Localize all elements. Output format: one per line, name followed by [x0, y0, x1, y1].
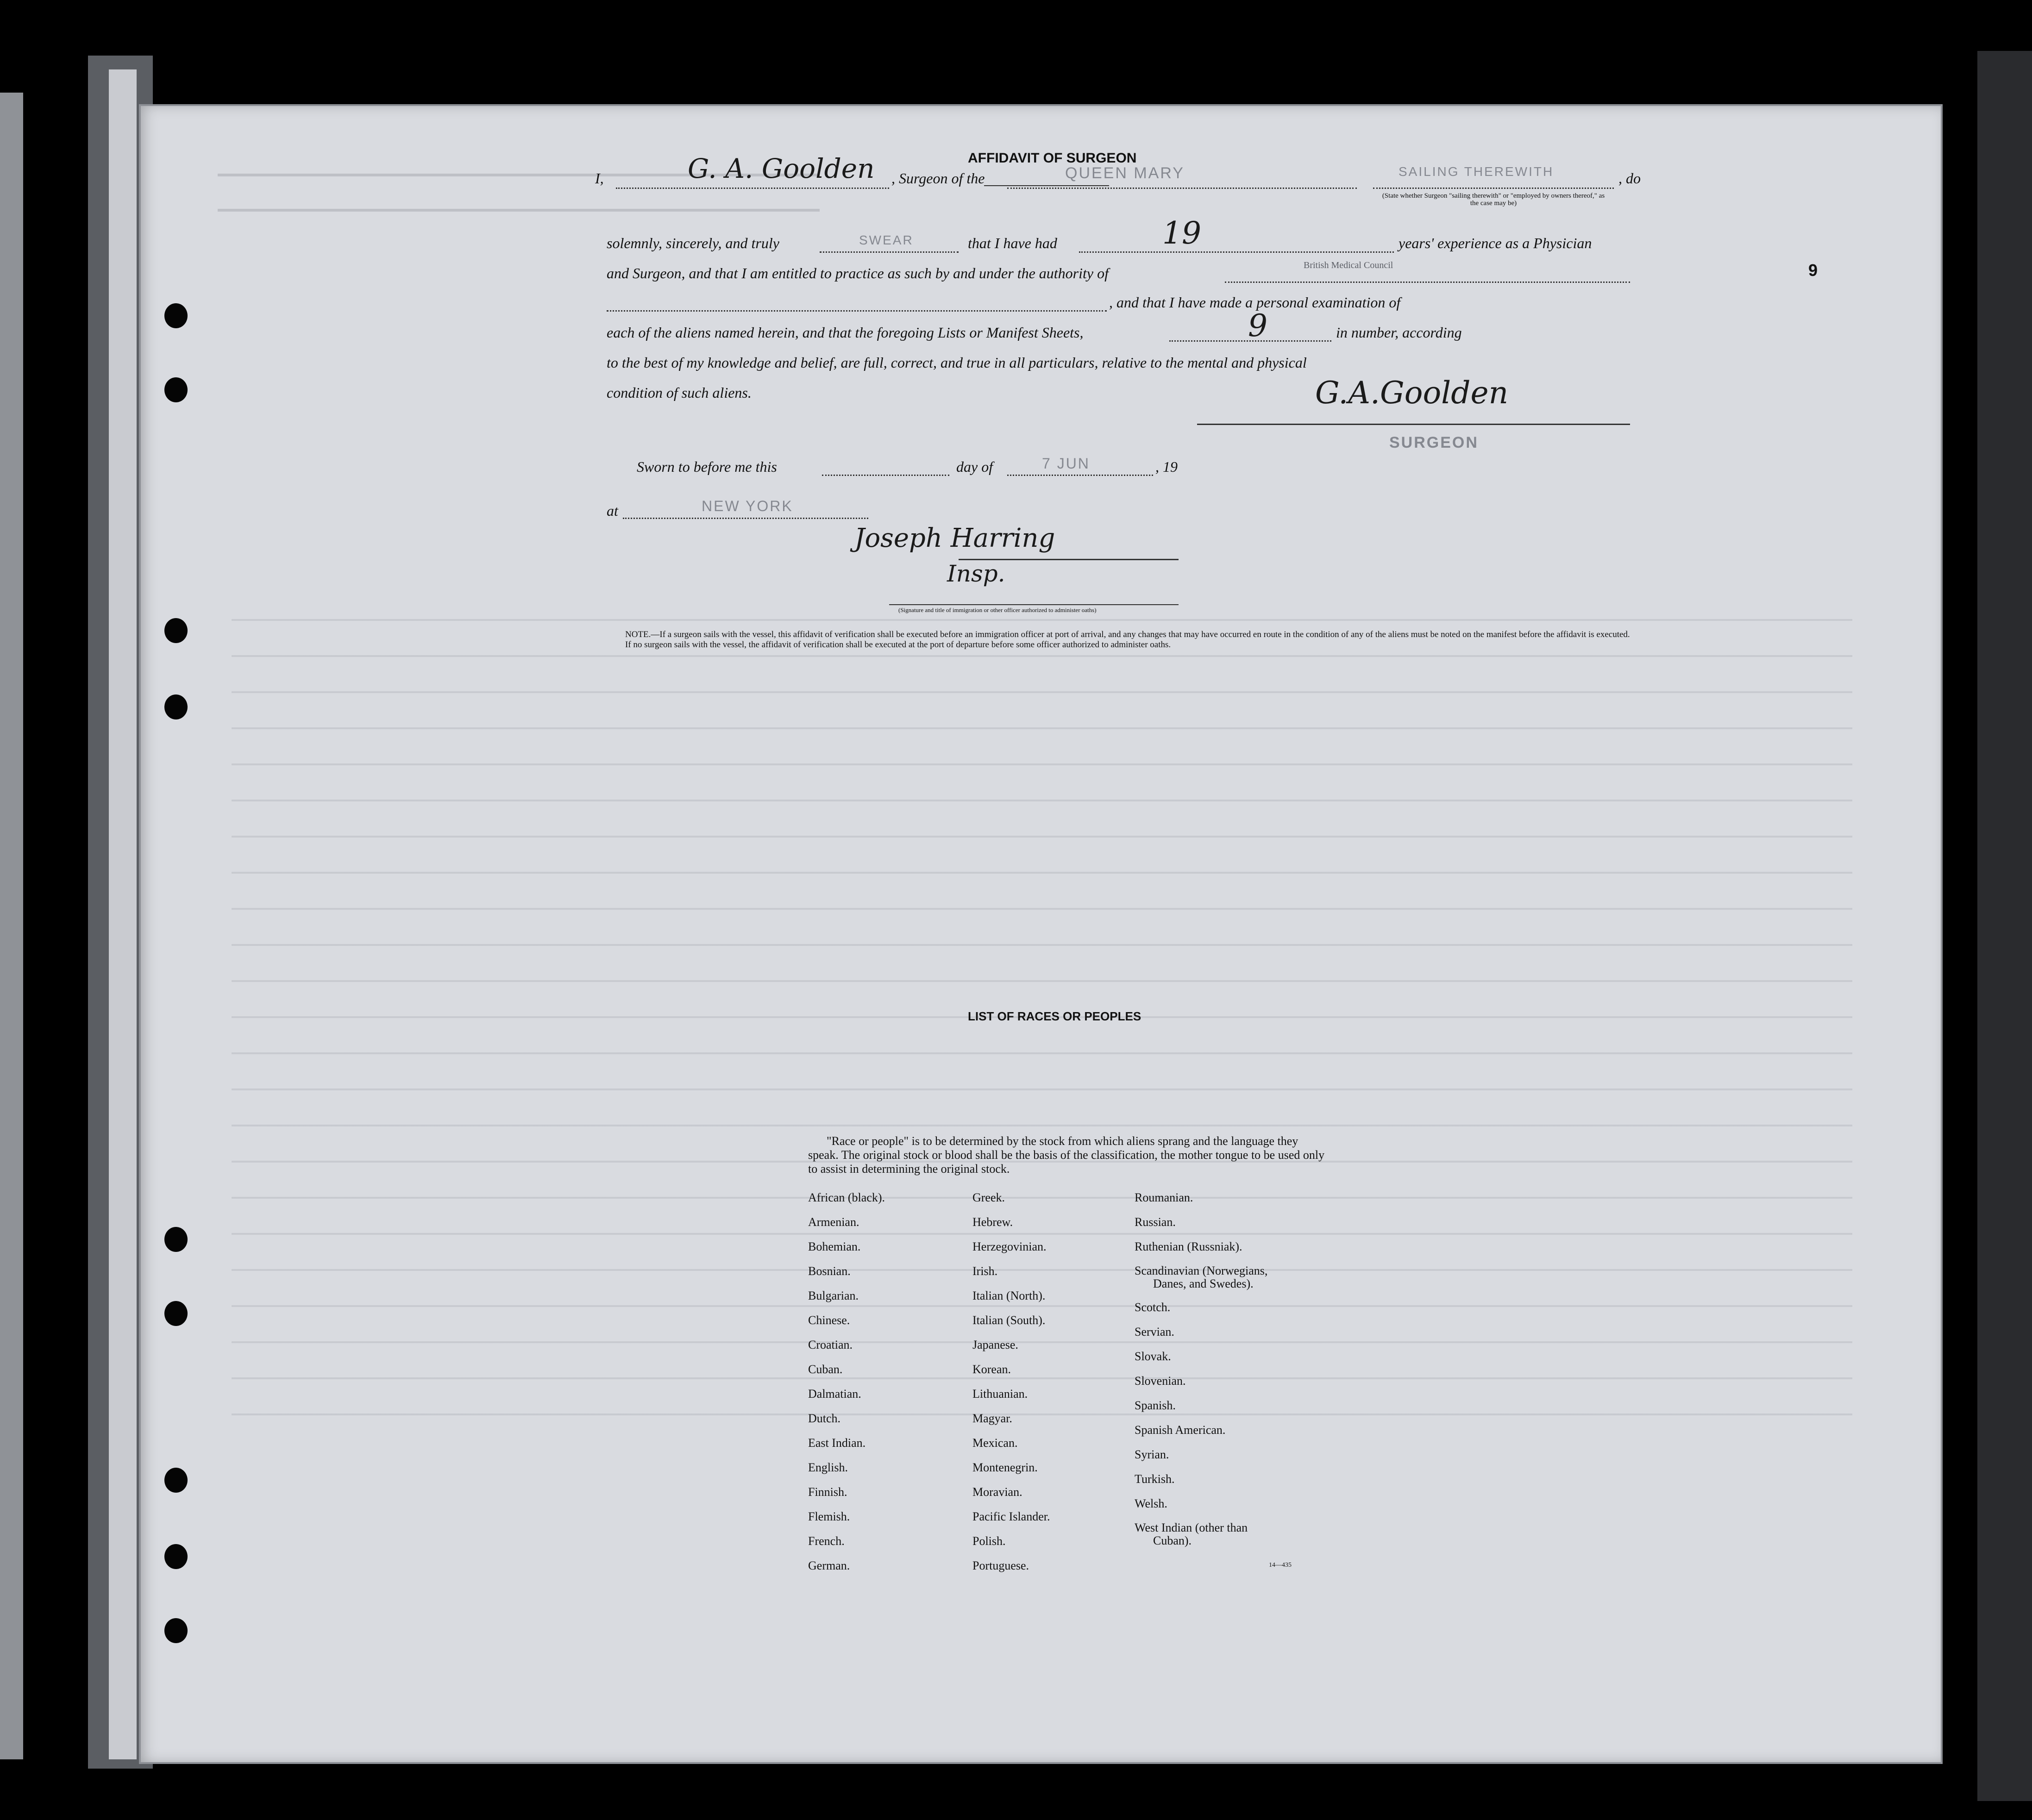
race-item: Cuban.: [808, 1363, 843, 1376]
race-item: Finnish.: [808, 1485, 847, 1499]
authority-blank-2: [607, 310, 1107, 312]
race-item: Scotch.: [1135, 1301, 1171, 1314]
officer-caption: (Signature and title of immigration or other officer authorized to administer oaths): [898, 607, 1097, 613]
sworn-year: , 19: [1155, 458, 1178, 475]
race-item: Scandinavian (Norwegians,: [1135, 1264, 1268, 1277]
binder-hole: [164, 1301, 188, 1326]
surgeon-title-stamp: SURGEON: [1389, 434, 1479, 451]
name-blank: [616, 188, 889, 189]
race-item: Slovenian.: [1135, 1374, 1186, 1388]
affidavit-line-2-lead: solemnly, sincerely, and truly: [607, 235, 779, 251]
years-handwriting: 19: [1162, 215, 1201, 251]
affidavit-line-5-end: in number, according: [1336, 324, 1462, 341]
race-item: Moravian.: [972, 1485, 1022, 1499]
sheets-handwriting: 9: [1248, 308, 1267, 344]
sailing-blank: [1373, 188, 1614, 189]
race-item: Bulgarian.: [808, 1289, 859, 1302]
affidavit-title: AFFIDAVIT OF SURGEON: [968, 150, 1137, 166]
title-underline: [984, 185, 1109, 186]
race-item: West Indian (other than: [1135, 1521, 1248, 1534]
race-item: Bohemian.: [808, 1240, 861, 1253]
race-item: Servian.: [1135, 1325, 1174, 1338]
race-item: English.: [808, 1461, 848, 1474]
binder-hole: [164, 694, 188, 719]
affidavit-line-6: to the best of my knowledge and belief, are full, correct, and true in all particulars, relative to the mental and physical: [607, 354, 1307, 371]
race-item: Syrian.: [1135, 1448, 1169, 1461]
races-column-1: [808, 1185, 885, 1578]
race-item: Italian (South).: [972, 1313, 1046, 1327]
binder-hole: [164, 1468, 188, 1493]
race-item: East Indian.: [808, 1436, 866, 1450]
officer-title: Insp.: [947, 560, 1005, 587]
races-column-3: [1135, 1185, 1267, 1547]
officer-signature: Joseph Harring: [854, 523, 1055, 553]
form-code: 14—435: [1269, 1562, 1292, 1569]
signature-line: [1197, 424, 1630, 425]
race-item: Montenegrin.: [972, 1461, 1038, 1474]
affidavit-line-3: and Surgeon, and that I am entitled to practice as such by and under the authority of: [607, 265, 1109, 281]
binder-hole: [164, 1544, 188, 1569]
oath-stamp: SWEAR: [859, 233, 914, 247]
race-item: Chinese.: [808, 1313, 850, 1327]
race-item: Hebrew.: [972, 1215, 1013, 1229]
place-stamp: NEW YORK: [702, 498, 793, 514]
sworn-day-label: day of: [956, 458, 993, 475]
affidavit-line-1-mid: , Surgeon of the: [891, 170, 985, 187]
surgeon-name-handwriting: G. A. Goolden: [688, 153, 875, 184]
note-departure: If no surgeon sails with the vessel, the affidavit of verification shall be executed at the port of departure before some officer authorized to administer oaths.: [625, 640, 1171, 650]
affidavit-line-7: condition of such aliens.: [607, 384, 752, 401]
race-item: French.: [808, 1534, 845, 1548]
place-label: at: [607, 502, 618, 519]
race-item: Welsh.: [1135, 1497, 1167, 1510]
affidavit-line-5-lead: each of the aliens named herein, and that the foregoing Lists or Manifest Sheets,: [607, 324, 1084, 341]
affidavit-line-2-end: years' experience as a Physician: [1399, 235, 1592, 251]
years-blank: [1079, 251, 1394, 253]
page-number: 9: [1808, 261, 1818, 280]
race-item: Spanish.: [1135, 1399, 1176, 1412]
note-arrival: NOTE.—If a surgeon sails with the vessel, this affidavit of verification shall be executed before an immigration officer at port of arrival, and any changes that may have occurred en route in the condition of any of the aliens must be noted on the manifest before the affidavit is executed.: [625, 630, 1630, 639]
sworn-date-blank: [1007, 475, 1153, 476]
scanner-edge-strip: [0, 93, 23, 1759]
race-item: Ruthenian (Russniak).: [1135, 1240, 1242, 1253]
race-item: Spanish American.: [1135, 1423, 1226, 1437]
binder-hole: [164, 1227, 188, 1252]
race-item: Flemish.: [808, 1510, 850, 1523]
race-item: Pacific Islander.: [972, 1510, 1050, 1523]
race-item: African (black).: [808, 1191, 885, 1204]
authority-stamp: British Medical Council: [1304, 260, 1393, 270]
race-item: Irish.: [972, 1264, 998, 1278]
races-title: LIST OF RACES OR PEOPLES: [968, 1009, 1141, 1023]
surgeon-signature: G.A.Goolden: [1315, 375, 1509, 411]
authority-blank: [1225, 281, 1630, 283]
affidavit-line-1-end: , do: [1618, 170, 1641, 187]
races-column-2: [972, 1185, 1050, 1578]
sworn-lead: Sworn to before me this: [637, 458, 777, 475]
place-blank: [623, 518, 868, 519]
binder-hole: [164, 377, 188, 402]
sworn-day-blank: [822, 475, 949, 476]
race-item: Dutch.: [808, 1412, 841, 1425]
race-item: Korean.: [972, 1363, 1011, 1376]
races-intro: "Race or people" is to be determined by the stock from which aliens sprang and the language they speak. The original stock or blood shall be the basis of the classification, the mother tongue to be used only to assist in determining the original stock.: [808, 1134, 1325, 1176]
race-item: Slovak.: [1135, 1350, 1171, 1363]
race-item: Magyar.: [972, 1412, 1012, 1425]
race-item: Mexican.: [972, 1436, 1018, 1450]
race-item: Danes, and Swedes).: [1153, 1277, 1254, 1290]
race-item: Dalmatian.: [808, 1387, 861, 1401]
race-item: Croatian.: [808, 1338, 853, 1351]
binder-edge-highlight: [109, 69, 137, 1759]
race-item: Polish.: [972, 1534, 1006, 1548]
scanner-edge-right: [1977, 51, 2032, 1801]
race-item: Cuban).: [1153, 1534, 1192, 1547]
race-item: Russian.: [1135, 1215, 1176, 1229]
affidavit-line-2-mid: that I have had: [968, 235, 1057, 251]
race-item: Italian (North).: [972, 1289, 1046, 1302]
officer-title-line: [889, 604, 1179, 605]
sailing-stamp: SAILING THEREWITH: [1399, 164, 1554, 179]
race-item: Japanese.: [972, 1338, 1018, 1351]
race-item: Armenian.: [808, 1215, 859, 1229]
race-item: Portuguese.: [972, 1559, 1029, 1572]
ship-blank: [1007, 188, 1357, 189]
affidavit-line-1-lead: I,: [595, 170, 604, 187]
race-item: Herzegovinian.: [972, 1240, 1047, 1253]
race-item: Turkish.: [1135, 1472, 1175, 1486]
manifest-page: [139, 104, 1943, 1764]
oath-blank: [820, 251, 959, 253]
binder-hole: [164, 618, 188, 643]
binder-hole: [164, 1618, 188, 1643]
race-item: Lithuanian.: [972, 1387, 1028, 1401]
sworn-date-stamp: 7 JUN: [1042, 455, 1090, 472]
race-item: Bosnian.: [808, 1264, 851, 1278]
affidavit-line-4: , and that I have made a personal examination of: [1109, 294, 1401, 311]
ship-name-stamp: QUEEN MARY: [1065, 164, 1185, 182]
race-item: Roumanian.: [1135, 1191, 1193, 1204]
race-item: German.: [808, 1559, 850, 1572]
affidavit-note: [607, 630, 1630, 650]
sailing-instruction: (State whether Surgeon "sailing therewith" or "employed by owners thereof," as the case may be): [1382, 192, 1605, 207]
binder-hole: [164, 303, 188, 328]
race-item: Greek.: [972, 1191, 1005, 1204]
